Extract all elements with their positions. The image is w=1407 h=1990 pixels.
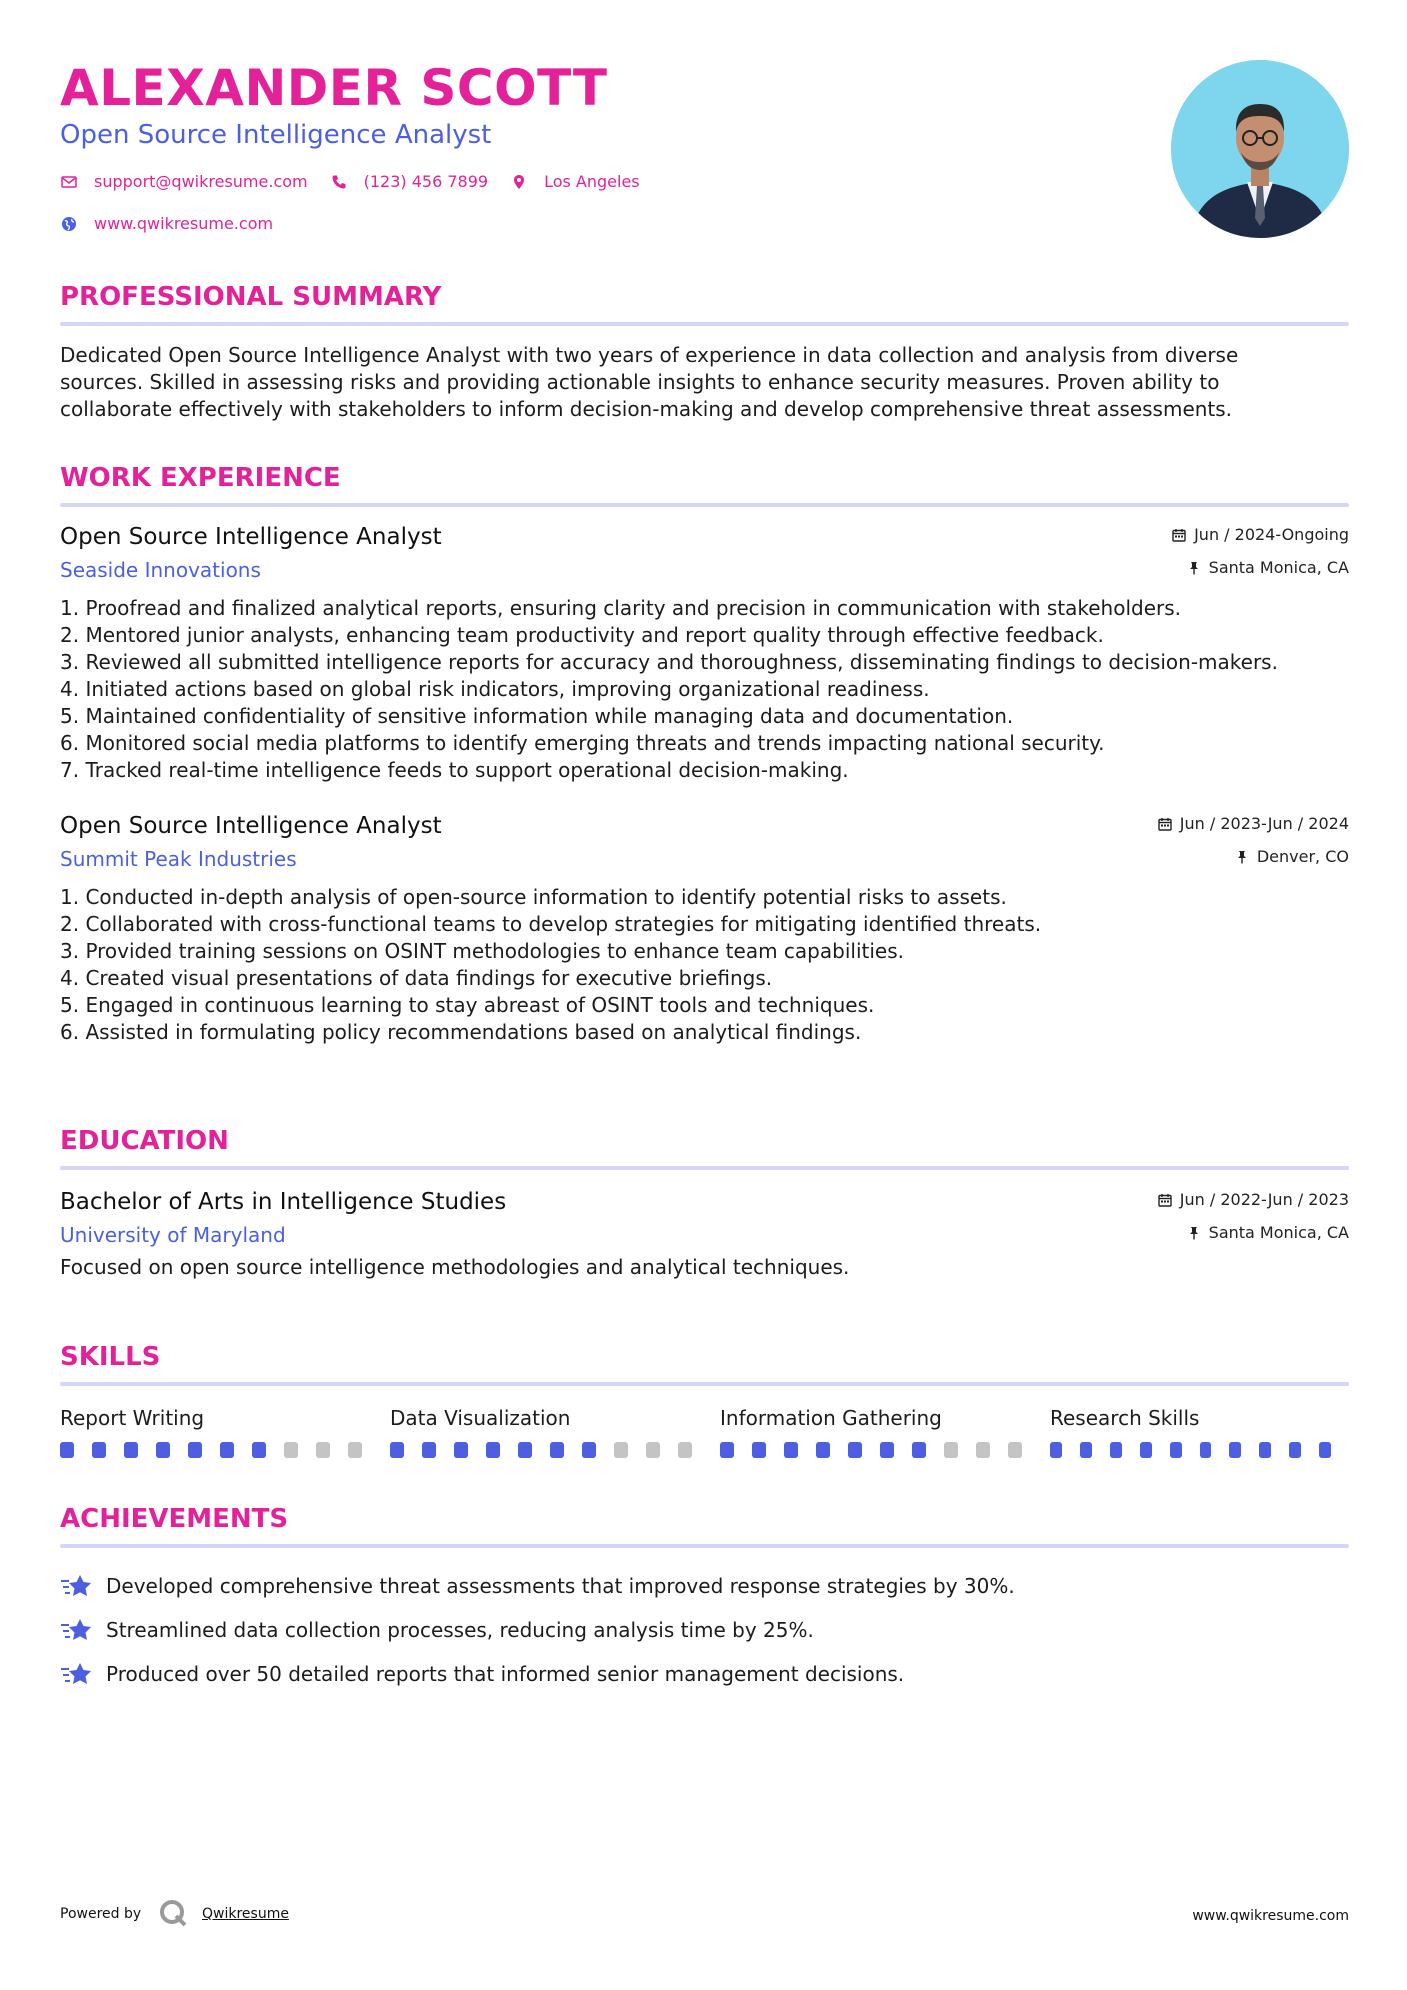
pushpin-icon xyxy=(1235,850,1249,864)
calendar-icon xyxy=(1158,817,1172,831)
duty-item: 6. Assisted in formulating policy recommendations based on analytical findings. xyxy=(60,1020,862,1044)
achievement-text: Produced over 50 detailed reports that informed senior management decisions. xyxy=(106,1662,905,1686)
achievements-list xyxy=(60,1564,1349,1696)
job-entry xyxy=(60,521,1349,784)
skill-dot-filled xyxy=(550,1442,564,1458)
duty-item: 3. Reviewed all submitted intelligence reports for accuracy and thoroughness, disseminating findings to decision-makers. xyxy=(60,650,1278,674)
skill-dot-empty xyxy=(976,1442,990,1458)
skill-rating xyxy=(720,1442,1050,1458)
skill-dot-filled xyxy=(422,1442,436,1458)
skill-dot-filled xyxy=(252,1442,266,1458)
phone-text: (123) 456 7899 xyxy=(363,172,489,191)
candidate-name: ALEXANDER SCOTT xyxy=(60,59,608,117)
skill-dot-filled xyxy=(720,1442,734,1458)
star-icon xyxy=(60,1572,94,1600)
achievement-item xyxy=(60,1652,1349,1696)
summary-text xyxy=(60,342,1349,423)
job-location xyxy=(1187,558,1349,577)
skill-dot-filled xyxy=(912,1442,926,1458)
experience-heading: WORK EXPERIENCE xyxy=(60,463,341,493)
contact-row-secondary xyxy=(60,214,295,233)
achievement-item xyxy=(60,1608,1349,1652)
duty-item: 5. Maintained confidentiality of sensitive information while managing data and documentation. xyxy=(60,704,1014,728)
skill-name: Research Skills xyxy=(1050,1406,1200,1430)
website-text: www.qwikresume.com xyxy=(94,214,274,233)
achievements-divider xyxy=(60,1544,1349,1548)
skill-dot-filled xyxy=(1110,1442,1122,1458)
skills-heading: SKILLS xyxy=(60,1342,161,1372)
skill-dot-filled xyxy=(1259,1442,1271,1458)
job-title: Open Source Intelligence Analyst xyxy=(60,524,442,550)
education-entry xyxy=(60,1186,1349,1281)
education-dates-text: Jun / 2022-Jun / 2023 xyxy=(1179,1190,1349,1209)
job-company: Seaside Innovations xyxy=(60,558,261,582)
skill-dot-filled xyxy=(582,1442,596,1458)
duty-item: 1. Proofread and finalized analytical reports, ensuring clarity and precision in communication with stakeholders. xyxy=(60,596,1182,620)
education-dates xyxy=(1158,1190,1349,1209)
contact-website[interactable] xyxy=(60,214,273,233)
skill-dot-filled xyxy=(454,1442,468,1458)
skill-item xyxy=(1050,1404,1349,1458)
education-divider xyxy=(60,1166,1349,1170)
skill-name: Data Visualization xyxy=(390,1406,571,1430)
summary-heading: PROFESSIONAL SUMMARY xyxy=(60,282,442,312)
job-duties xyxy=(60,884,1349,1046)
star-icon xyxy=(60,1660,94,1688)
skill-dot-empty xyxy=(944,1442,958,1458)
degree-title: Bachelor of Arts in Intelligence Studies xyxy=(60,1189,507,1215)
skills-section xyxy=(60,1340,1349,1458)
skill-dot-filled xyxy=(156,1442,170,1458)
email-text: support@qwikresume.com xyxy=(94,172,308,191)
experience-section xyxy=(60,461,1349,1046)
skill-dot-filled xyxy=(518,1442,532,1458)
skills-divider xyxy=(60,1382,1349,1386)
job-location-text: Denver, CO xyxy=(1256,847,1349,866)
skills-grid xyxy=(60,1404,1349,1458)
contact-location xyxy=(510,172,640,191)
skill-dot-filled xyxy=(92,1442,106,1458)
skill-item xyxy=(720,1404,1050,1458)
job-dates xyxy=(1158,814,1349,833)
duty-item: 4. Initiated actions based on global risk indicators, improving organizational readiness. xyxy=(60,677,930,701)
job-dates xyxy=(1172,525,1349,544)
job-dates-text: Jun / 2024-Ongoing xyxy=(1194,525,1349,544)
skill-dot-filled xyxy=(1050,1442,1062,1458)
job-entry xyxy=(60,810,1349,1046)
achievement-item xyxy=(60,1564,1349,1608)
skill-dot-filled xyxy=(486,1442,500,1458)
skill-dot-filled xyxy=(1319,1442,1331,1458)
duty-item: 2. Mentored junior analysts, enhancing team productivity and report quality through effective feedback. xyxy=(60,623,1104,647)
pushpin-icon xyxy=(1187,1226,1201,1240)
skill-dot-filled xyxy=(1289,1442,1301,1458)
skill-rating xyxy=(1050,1442,1349,1458)
skill-dot-empty xyxy=(678,1442,692,1458)
skill-dot-empty xyxy=(646,1442,660,1458)
skill-dot-empty xyxy=(348,1442,362,1458)
skill-dot-filled xyxy=(1170,1442,1182,1458)
skill-name: Report Writing xyxy=(60,1406,205,1430)
resume-page xyxy=(60,0,1349,1990)
achievements-section xyxy=(60,1502,1349,1696)
star-icon xyxy=(60,1616,94,1644)
skill-dot-filled xyxy=(1140,1442,1152,1458)
summary-line: collaborate effectively with stakeholders to inform decision-making and develop comprehensive threat assessments. xyxy=(60,397,1233,421)
skill-dot-filled xyxy=(784,1442,798,1458)
skill-dot-filled xyxy=(1200,1442,1212,1458)
job-location-text: Santa Monica, CA xyxy=(1208,558,1349,577)
skill-item xyxy=(60,1404,390,1458)
duty-item: 5. Engaged in continuous learning to stay abreast of OSINT tools and techniques. xyxy=(60,993,875,1017)
qwikresume-link[interactable]: Qwikresume xyxy=(202,1906,289,1922)
skill-dot-filled xyxy=(848,1442,862,1458)
skill-dot-filled xyxy=(390,1442,404,1458)
summary-divider xyxy=(60,322,1349,326)
skill-dot-filled xyxy=(188,1442,202,1458)
skill-rating xyxy=(60,1442,390,1458)
profile-photo xyxy=(1171,60,1349,238)
pushpin-icon xyxy=(1187,561,1201,575)
education-location xyxy=(1187,1223,1349,1242)
duty-item: 7. Tracked real-time intelligence feeds to support operational decision-making. xyxy=(60,758,849,782)
summary-line: sources. Skilled in assessing risks and providing actionable insights to enhance security measures. Proven ability to xyxy=(60,370,1220,394)
duty-item: 1. Conducted in-depth analysis of open-source information to identify potential risks to assets. xyxy=(60,885,1007,909)
summary-line: Dedicated Open Source Intelligence Analyst with two years of experience in data collection and analysis from diverse xyxy=(60,343,1239,367)
skill-dot-empty xyxy=(284,1442,298,1458)
job-title: Open Source Intelligence Analyst xyxy=(60,813,442,839)
duty-item: 2. Collaborated with cross-functional teams to develop strategies for mitigating identified threats. xyxy=(60,912,1042,936)
duty-item: 6. Monitored social media platforms to identify emerging threats and trends impacting national security. xyxy=(60,731,1105,755)
job-dates-text: Jun / 2023-Jun / 2024 xyxy=(1179,814,1349,833)
skill-item xyxy=(390,1404,720,1458)
skill-dot-empty xyxy=(1008,1442,1022,1458)
experience-divider xyxy=(60,503,1349,507)
phone-icon xyxy=(330,173,348,191)
skill-dot-filled xyxy=(60,1442,74,1458)
contact-phone[interactable] xyxy=(330,172,488,191)
duty-item: 4. Created visual presentations of data findings for executive briefings. xyxy=(60,966,773,990)
job-company: Summit Peak Industries xyxy=(60,847,297,871)
mail-icon xyxy=(60,173,78,191)
globe-icon xyxy=(60,215,78,233)
location-text: Los Angeles xyxy=(544,172,640,191)
calendar-icon xyxy=(1172,528,1186,542)
education-description: Focused on open source intelligence methodologies and analytical techniques. xyxy=(60,1255,850,1279)
skill-dot-filled xyxy=(816,1442,830,1458)
skill-dot-filled xyxy=(880,1442,894,1458)
skill-rating xyxy=(390,1442,720,1458)
job-location xyxy=(1235,847,1349,866)
calendar-icon xyxy=(1158,1193,1172,1207)
duty-item: 3. Provided training sessions on OSINT methodologies to enhance team capabilities. xyxy=(60,939,904,963)
skill-dot-empty xyxy=(614,1442,628,1458)
contact-row-primary xyxy=(60,172,662,191)
contact-email[interactable] xyxy=(60,172,308,191)
achievement-text: Developed comprehensive threat assessments that improved response strategies by 30%. xyxy=(106,1574,1015,1598)
skill-dot-filled xyxy=(1080,1442,1092,1458)
education-section xyxy=(60,1124,1349,1281)
achievements-heading: ACHIEVEMENTS xyxy=(60,1504,289,1534)
qwikresume-logo-icon xyxy=(158,1898,188,1928)
education-heading: EDUCATION xyxy=(60,1126,229,1156)
summary-section xyxy=(60,280,1349,423)
page-footer xyxy=(60,1898,1349,1934)
location-pin-icon xyxy=(510,173,528,191)
skill-dot-filled xyxy=(124,1442,138,1458)
education-location-text: Santa Monica, CA xyxy=(1208,1223,1349,1242)
powered-by-label: Powered by xyxy=(60,1906,142,1922)
school-name: University of Maryland xyxy=(60,1223,286,1247)
skill-name: Information Gathering xyxy=(720,1406,942,1430)
candidate-title: Open Source Intelligence Analyst xyxy=(60,120,492,150)
skill-dot-filled xyxy=(220,1442,234,1458)
achievement-text: Streamlined data collection processes, reducing analysis time by 25%. xyxy=(106,1618,814,1642)
skill-dot-empty xyxy=(316,1442,330,1458)
skill-dot-filled xyxy=(752,1442,766,1458)
footer-website[interactable]: www.qwikresume.com xyxy=(1192,1908,1349,1924)
job-duties xyxy=(60,595,1349,784)
skill-dot-filled xyxy=(1229,1442,1241,1458)
